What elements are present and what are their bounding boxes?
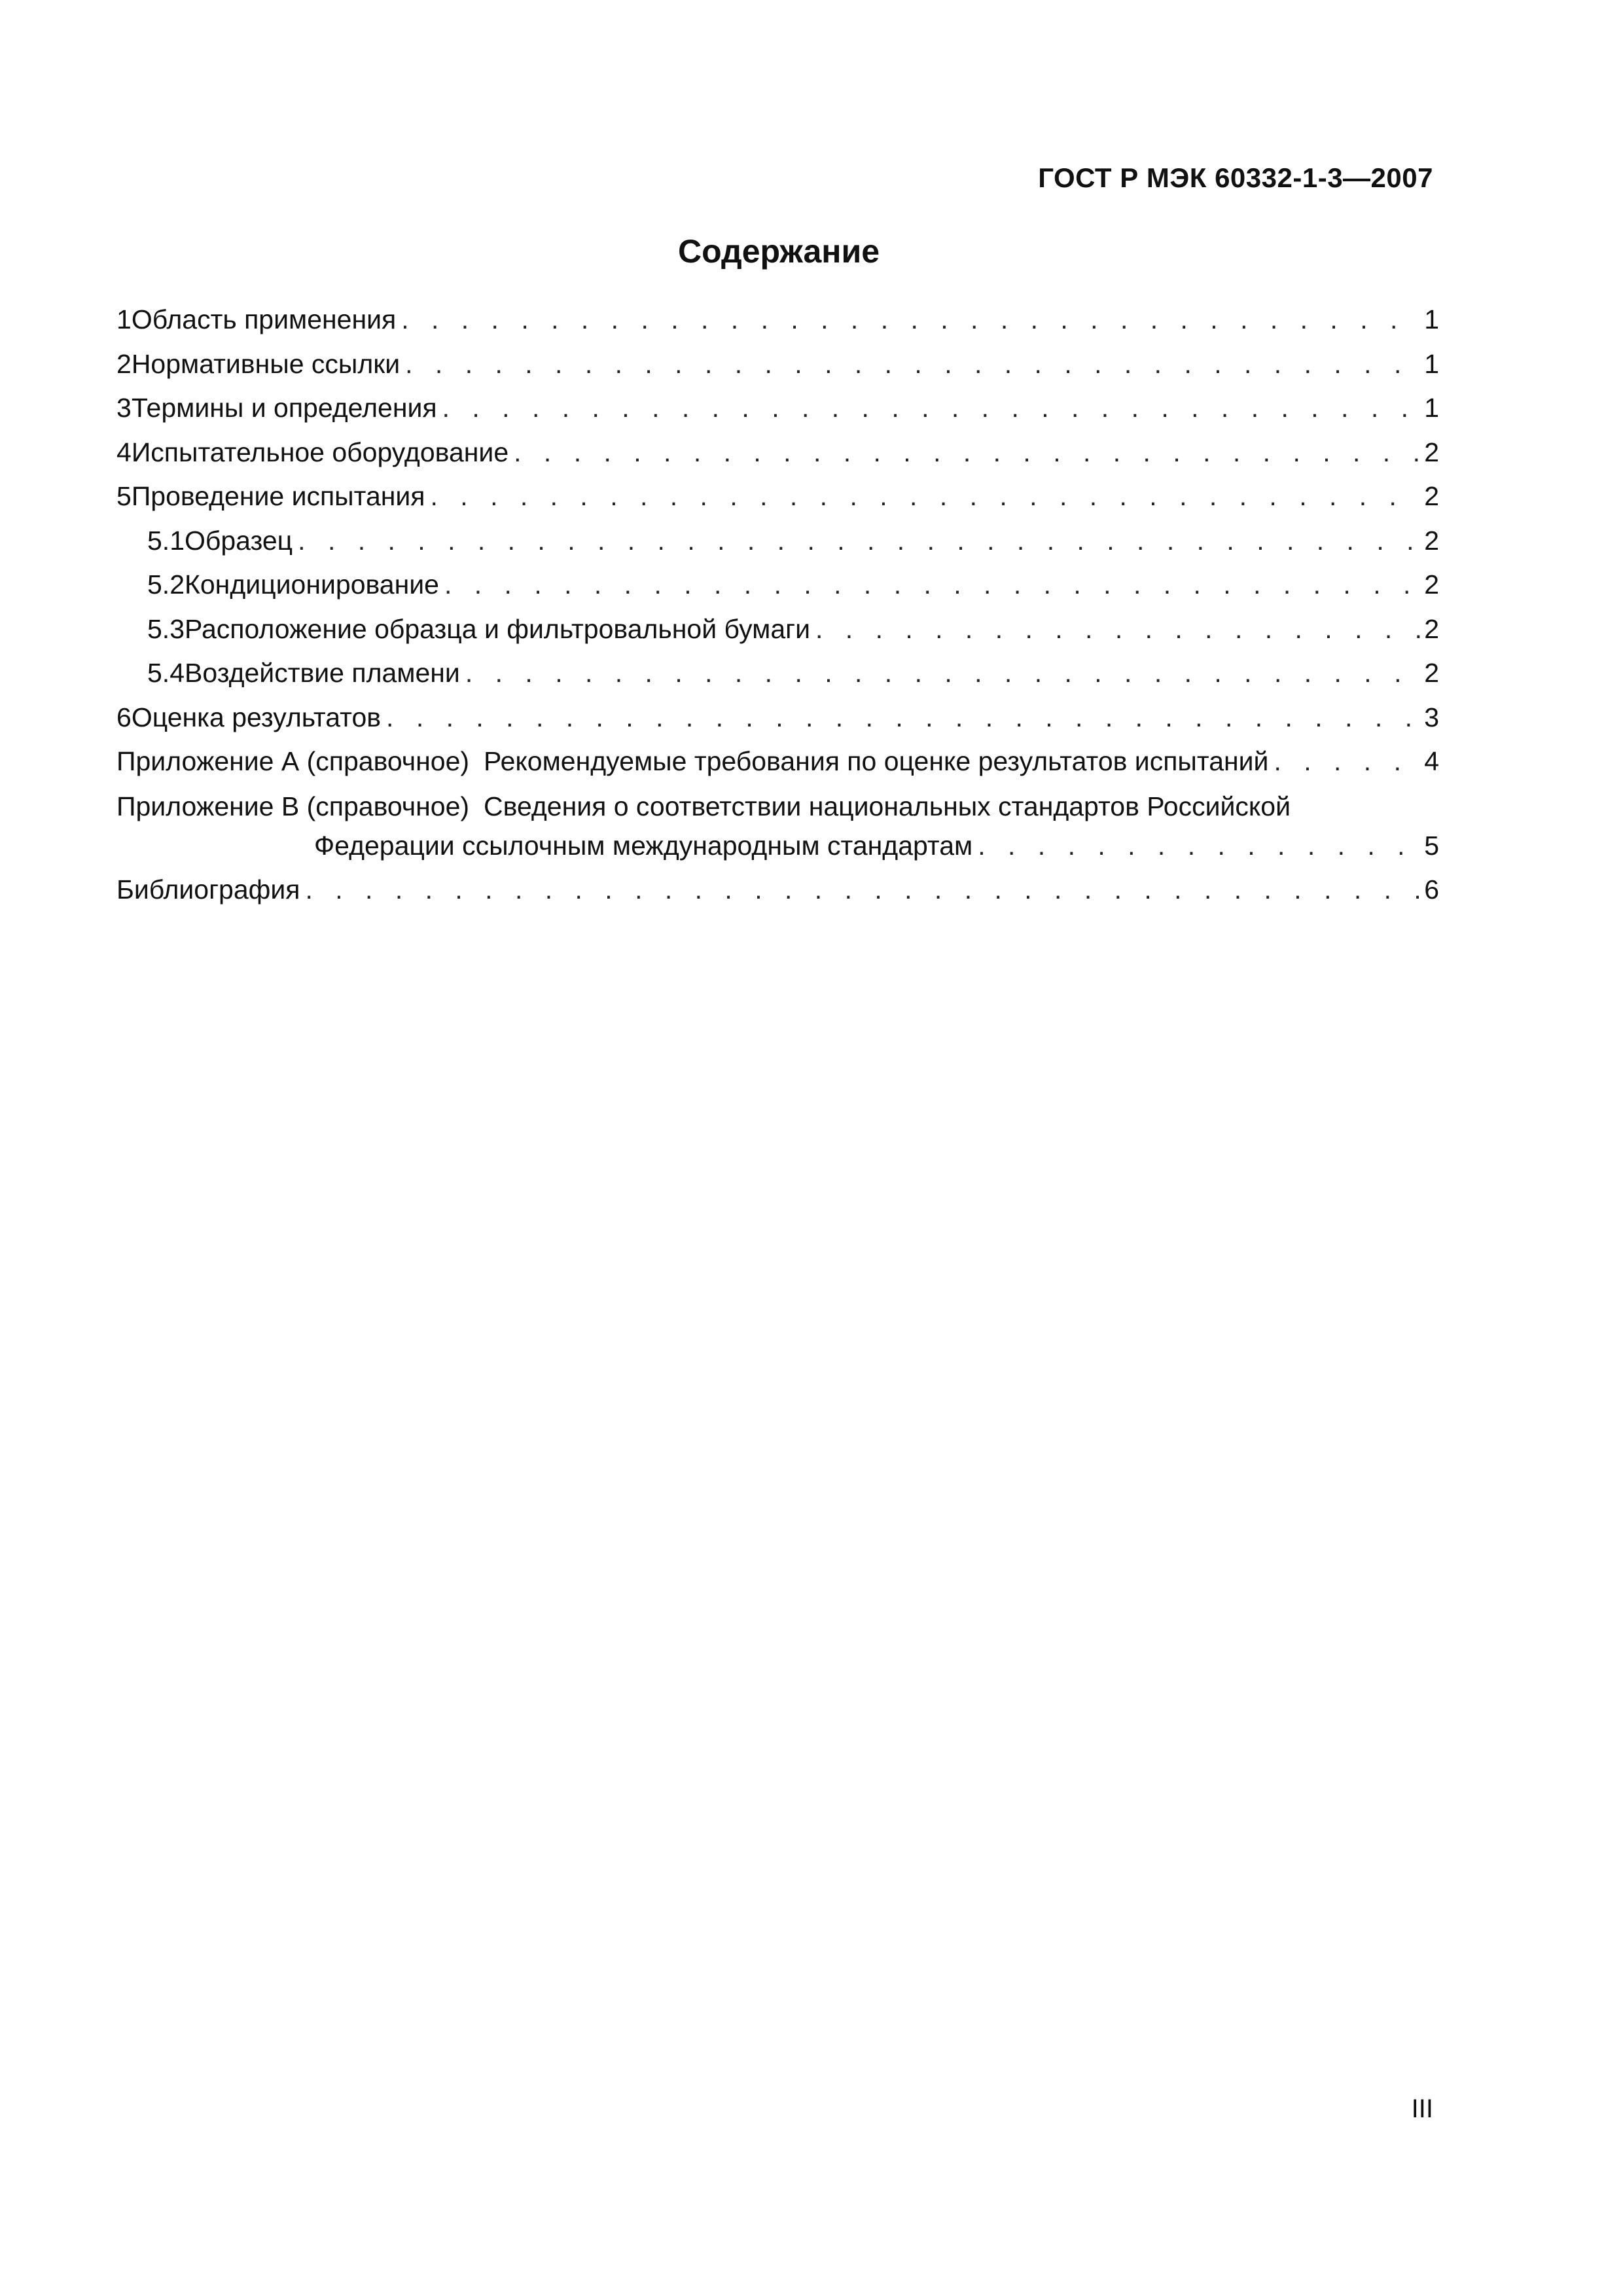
toc-entry-number: 5 bbox=[116, 481, 132, 511]
toc-entry-label-continued: Федерации ссылочным международным стандартам bbox=[314, 830, 973, 861]
annex-prefix: Приложение В (справочное) bbox=[116, 791, 470, 821]
dot-leader bbox=[305, 868, 1420, 912]
toc-entry-label: Образец bbox=[185, 525, 293, 556]
dot-leader bbox=[815, 607, 1420, 652]
dot-leader bbox=[978, 826, 1420, 865]
toc-entry-number: 4 bbox=[116, 437, 132, 467]
toc-entry-annex-a[interactable] bbox=[116, 740, 1439, 784]
toc-entry-label: Рекомендуемые требования по оценке результатов испытаний bbox=[484, 746, 1269, 776]
toc-entry-5-2[interactable] bbox=[116, 563, 1439, 607]
toc-entry-5-4[interactable] bbox=[116, 651, 1439, 696]
toc-entry-number: 3 bbox=[116, 393, 132, 423]
toc-entry-number: 2 bbox=[116, 348, 132, 379]
toc-entry-number: 5.1 bbox=[147, 525, 185, 556]
dot-leader bbox=[444, 563, 1420, 607]
dot-leader bbox=[386, 696, 1420, 740]
toc-entry-label: Расположение образца и фильтровальной бумаги bbox=[185, 613, 810, 644]
toc-entry-label: Библиография bbox=[116, 874, 300, 905]
toc-entry-label: Область применения bbox=[131, 304, 397, 334]
toc-entry-page: 1 bbox=[1424, 348, 1439, 379]
toc-entry-number: 5.2 bbox=[147, 569, 185, 600]
toc-entry-page: 1 bbox=[1424, 393, 1439, 423]
toc-entry-label: Воздействие пламени bbox=[185, 658, 460, 688]
toc-entry-page: 5 bbox=[1424, 830, 1439, 861]
toc-entry-page: 2 bbox=[1424, 481, 1439, 511]
dot-leader bbox=[431, 475, 1421, 519]
toc-entry-5-3[interactable] bbox=[116, 607, 1439, 652]
toc-entry-label: Оценка результатов bbox=[131, 702, 382, 732]
toc-entry-2[interactable] bbox=[116, 342, 1439, 387]
document-code: ГОСТ Р МЭК 60332-1-3—2007 bbox=[1038, 162, 1433, 193]
toc-entry-label: Термины и определения bbox=[131, 393, 437, 423]
toc-title: Содержание bbox=[677, 233, 880, 270]
toc-entry-5[interactable] bbox=[116, 475, 1439, 519]
page-number: III bbox=[1411, 2094, 1433, 2123]
dot-leader bbox=[514, 431, 1420, 475]
toc-entry-page: 6 bbox=[1424, 874, 1439, 905]
toc-entry-5-1[interactable] bbox=[116, 519, 1439, 564]
toc-entry-page: 2 bbox=[1424, 569, 1439, 600]
toc-entry-bibliography[interactable] bbox=[116, 868, 1439, 912]
toc-entry-page: 4 bbox=[1424, 746, 1439, 776]
dot-leader bbox=[465, 651, 1420, 696]
toc-entry-number: 5.4 bbox=[147, 658, 185, 688]
toc-entry-label: Проведение испытания bbox=[131, 481, 425, 511]
dot-leader bbox=[405, 342, 1420, 387]
toc-entry-number: 6 bbox=[116, 702, 132, 732]
dot-leader bbox=[401, 298, 1420, 342]
toc-entry-page: 2 bbox=[1424, 613, 1439, 644]
toc-entry-page: 2 bbox=[1424, 525, 1439, 556]
toc-entry-3[interactable] bbox=[116, 386, 1439, 431]
dot-leader bbox=[1274, 740, 1420, 784]
toc-entry-1[interactable] bbox=[116, 298, 1439, 342]
toc-entry-annex-b[interactable] bbox=[116, 784, 1439, 868]
toc-entry-page: 3 bbox=[1424, 702, 1439, 732]
dot-leader bbox=[442, 386, 1421, 431]
table-of-contents bbox=[116, 298, 1439, 912]
toc-entry-6[interactable] bbox=[116, 696, 1439, 740]
toc-entry-label: Испытательное оборудование bbox=[131, 437, 509, 467]
toc-entry-label: Нормативные ссылки bbox=[131, 348, 401, 379]
toc-entry-page: 1 bbox=[1424, 304, 1439, 334]
annex-prefix: Приложение А (справочное) bbox=[116, 746, 470, 776]
toc-entry-4[interactable] bbox=[116, 431, 1439, 475]
annex-b-first-line bbox=[116, 787, 1439, 826]
toc-entry-page: 2 bbox=[1424, 658, 1439, 688]
annex-b-continuation-line bbox=[116, 826, 1439, 865]
toc-entry-number: 5.3 bbox=[147, 613, 185, 644]
toc-entry-number: 1 bbox=[116, 304, 132, 334]
dot-leader bbox=[298, 519, 1420, 564]
toc-entry-label: Кондиционирование bbox=[185, 569, 439, 600]
toc-entry-page: 2 bbox=[1424, 437, 1439, 467]
toc-entry-label: Сведения о соответствии национальных стандартов Российской bbox=[484, 791, 1291, 821]
